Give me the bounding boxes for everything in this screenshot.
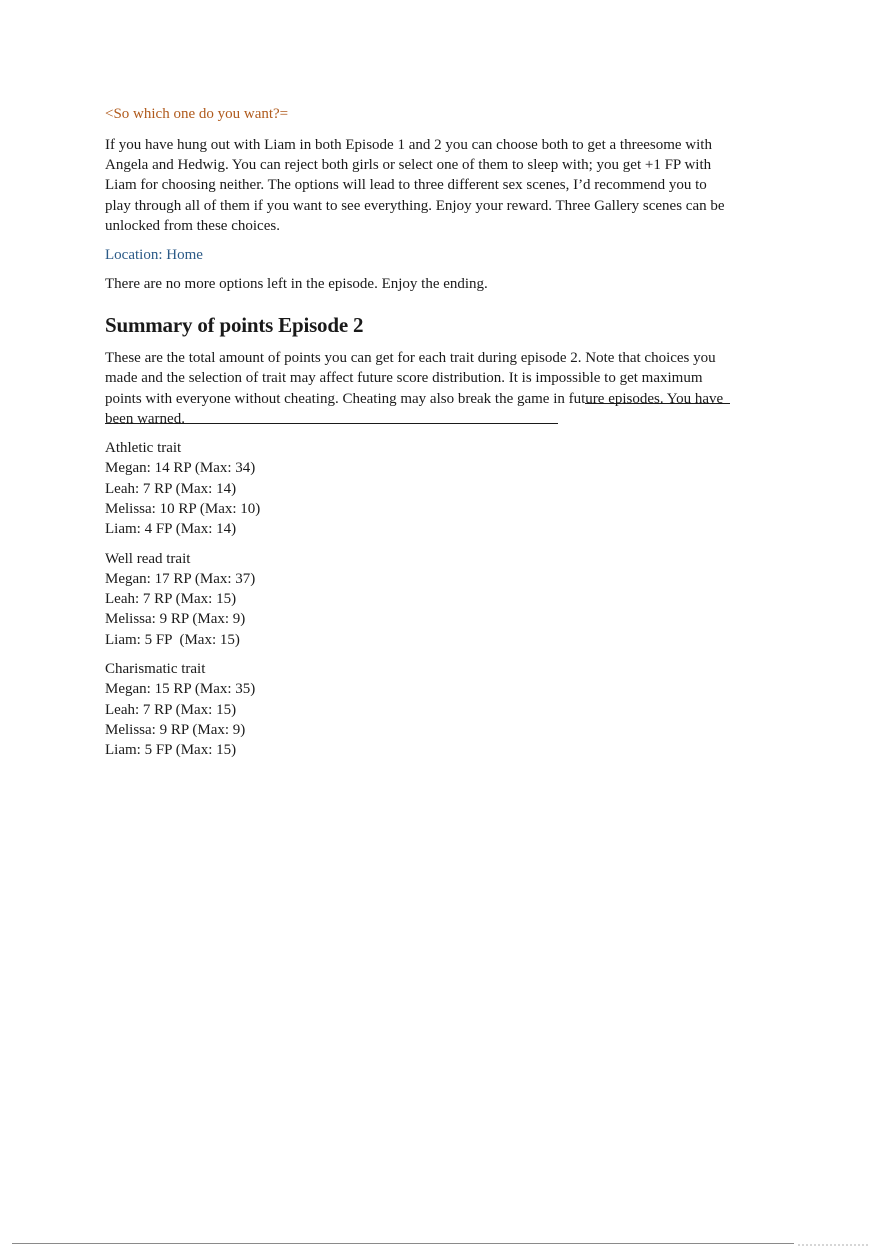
trait-title: Well read trait xyxy=(105,550,191,567)
trait-line: Melissa: 10 RP (Max: 10) xyxy=(105,500,261,517)
trait-line: Melissa: 9 RP (Max: 9) xyxy=(105,721,246,738)
document-page xyxy=(105,104,735,769)
underline-rule-2 xyxy=(105,423,558,424)
trait-line: Liam: 5 FP (Max: 15) xyxy=(105,742,237,759)
trait-block-well-read xyxy=(105,549,735,650)
trait-line: Leah: 7 RP (Max: 15) xyxy=(105,701,237,718)
trait-title: Charismatic trait xyxy=(105,661,206,677)
traits-list xyxy=(105,438,735,760)
summary-paragraph: These are the total amount of points you can get for each trait during episode 2. Note that choices you made and the selection of trait may affect future score distribution. It is impossible to get maximum points with everyone without cheating. Cheating may also break the game in future episodes. You have been warned. xyxy=(105,350,724,427)
footer-divider xyxy=(12,1243,794,1244)
trait-line: Liam: 4 FP (Max: 14) xyxy=(105,521,237,538)
trait-block-charismatic xyxy=(105,659,735,760)
trait-line: Liam: 5 FP (Max: 15) xyxy=(105,631,240,648)
location-label: Location: Home xyxy=(105,247,203,264)
summary-block xyxy=(105,348,735,429)
trait-title: Athletic trait xyxy=(105,440,182,457)
trait-line: Leah: 7 RP (Max: 14) xyxy=(105,480,237,497)
trait-line: Megan: 15 RP (Max: 35) xyxy=(105,681,256,698)
trait-line: Leah: 7 RP (Max: 15) xyxy=(105,591,237,608)
underline-rule-1 xyxy=(585,403,730,404)
choice-heading: <So which one do you want?= xyxy=(105,106,289,122)
footer-page-mark xyxy=(798,1238,868,1246)
intro-paragraph: If you have hung out with Liam in both Episode 1 and 2 you can choose both to get a threesome with Angela and Hedwig. You can reject both girls or select one of them to sleep with; you get +1 FP with Liam for choosing neither. The options will lead to three different sex scenes, I’d recommend you to play through all of them if you want to see everything. Enjoy your reward. Three Gallery scenes can be unlocked from these choices. xyxy=(105,137,725,234)
ending-paragraph: There are no more options left in the episode. Enjoy the ending. xyxy=(105,276,488,293)
trait-block-athletic xyxy=(105,438,735,539)
trait-line: Megan: 14 RP (Max: 34) xyxy=(105,460,256,477)
trait-line: Megan: 17 RP (Max: 37) xyxy=(105,570,256,587)
trait-line: Melissa: 9 RP (Max: 9) xyxy=(105,611,246,628)
summary-title: Summary of points Episode 2 xyxy=(105,313,364,338)
